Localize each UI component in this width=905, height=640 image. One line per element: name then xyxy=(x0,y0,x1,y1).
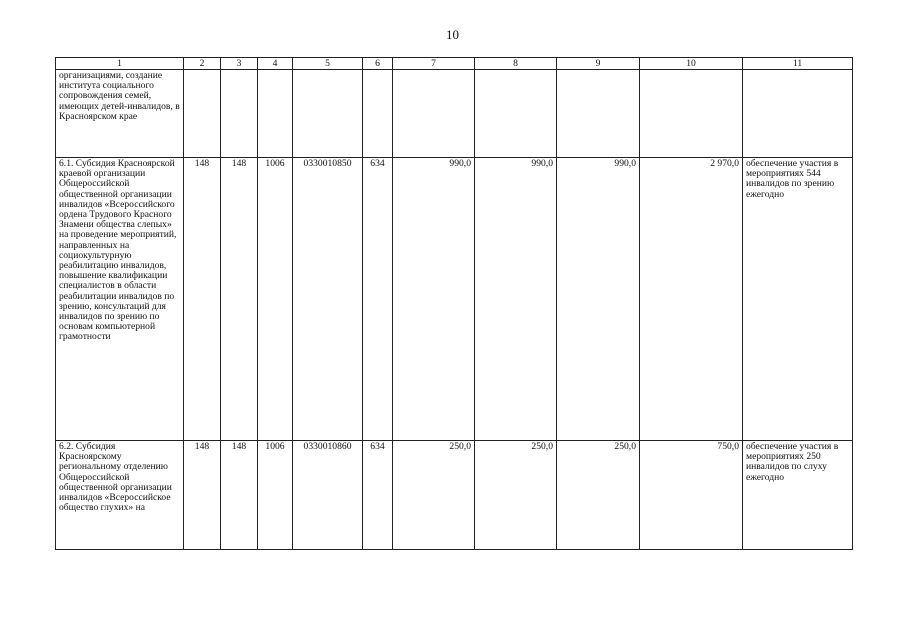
table-row xyxy=(56,158,853,441)
cell-total: 750,0 xyxy=(640,441,743,550)
cell-csr: 0330010850 xyxy=(293,158,363,441)
cell-year2: 990,0 xyxy=(475,158,557,441)
cell-year3: 250,0 xyxy=(557,441,640,550)
cell-total: 2 970,0 xyxy=(640,158,743,441)
cell-result xyxy=(743,70,853,158)
budget-table xyxy=(55,57,853,550)
cell-rz: 148 xyxy=(221,158,258,441)
column-header: 5 xyxy=(293,58,363,70)
cell-vr: 634 xyxy=(363,158,393,441)
table-row xyxy=(56,441,853,550)
cell-year3 xyxy=(557,70,640,158)
column-header: 10 xyxy=(640,58,743,70)
column-header: 4 xyxy=(258,58,293,70)
cell-rz xyxy=(221,70,258,158)
cell-pr: 1006 xyxy=(258,441,293,550)
row-description: организациями, создание института социального сопровождения семей, имеющих детей-инвалидов, в Красноярском крае xyxy=(56,70,184,158)
row-description: 6.2. Субсидия Красноярскому региональному отделению Общероссийской общественной организации инвалидов «Всероссийское общество глухих» на xyxy=(56,441,184,550)
column-header: 1 xyxy=(56,58,184,70)
cell-csr xyxy=(293,70,363,158)
cell-pr xyxy=(258,70,293,158)
header-row xyxy=(56,58,853,70)
cell-grbs: 148 xyxy=(184,158,221,441)
cell-year2 xyxy=(475,70,557,158)
cell-rz: 148 xyxy=(221,441,258,550)
cell-year1: 250,0 xyxy=(393,441,475,550)
cell-result: обеспечение участия в мероприятиях 544 инвалидов по зрению ежегодно xyxy=(743,158,853,441)
cell-vr: 634 xyxy=(363,441,393,550)
cell-vr xyxy=(363,70,393,158)
cell-grbs: 148 xyxy=(184,441,221,550)
cell-grbs xyxy=(184,70,221,158)
column-header: 2 xyxy=(184,58,221,70)
page-number: 10 xyxy=(446,27,459,42)
column-header: 7 xyxy=(393,58,475,70)
cell-year3: 990,0 xyxy=(557,158,640,441)
column-header: 3 xyxy=(221,58,258,70)
column-header: 9 xyxy=(557,58,640,70)
column-header: 8 xyxy=(475,58,557,70)
column-header: 11 xyxy=(743,58,853,70)
cell-pr: 1006 xyxy=(258,158,293,441)
cell-year2: 250,0 xyxy=(475,441,557,550)
row-description: 6.1. Субсидия Красноярской краевой организации Общероссийской общественной организации инвалидов «Всероссийского ордена Трудового Красного Знамени общества слепых» на проведение мероприятий, направленных на социокультурную реабилитацию инвалидов, повышение квалификации специалистов в области реабилитации инвалидов по зрению, консультаций для инвалидов по зрению по основам компьютерной грамотности xyxy=(56,158,184,441)
cell-year1: 990,0 xyxy=(393,158,475,441)
column-header: 6 xyxy=(363,58,393,70)
cell-csr: 0330010860 xyxy=(293,441,363,550)
cell-year1 xyxy=(393,70,475,158)
cell-result: обеспечение участия в мероприятиях 250 инвалидов по слуху ежегодно xyxy=(743,441,853,550)
cell-total xyxy=(640,70,743,158)
table-row xyxy=(56,70,853,158)
